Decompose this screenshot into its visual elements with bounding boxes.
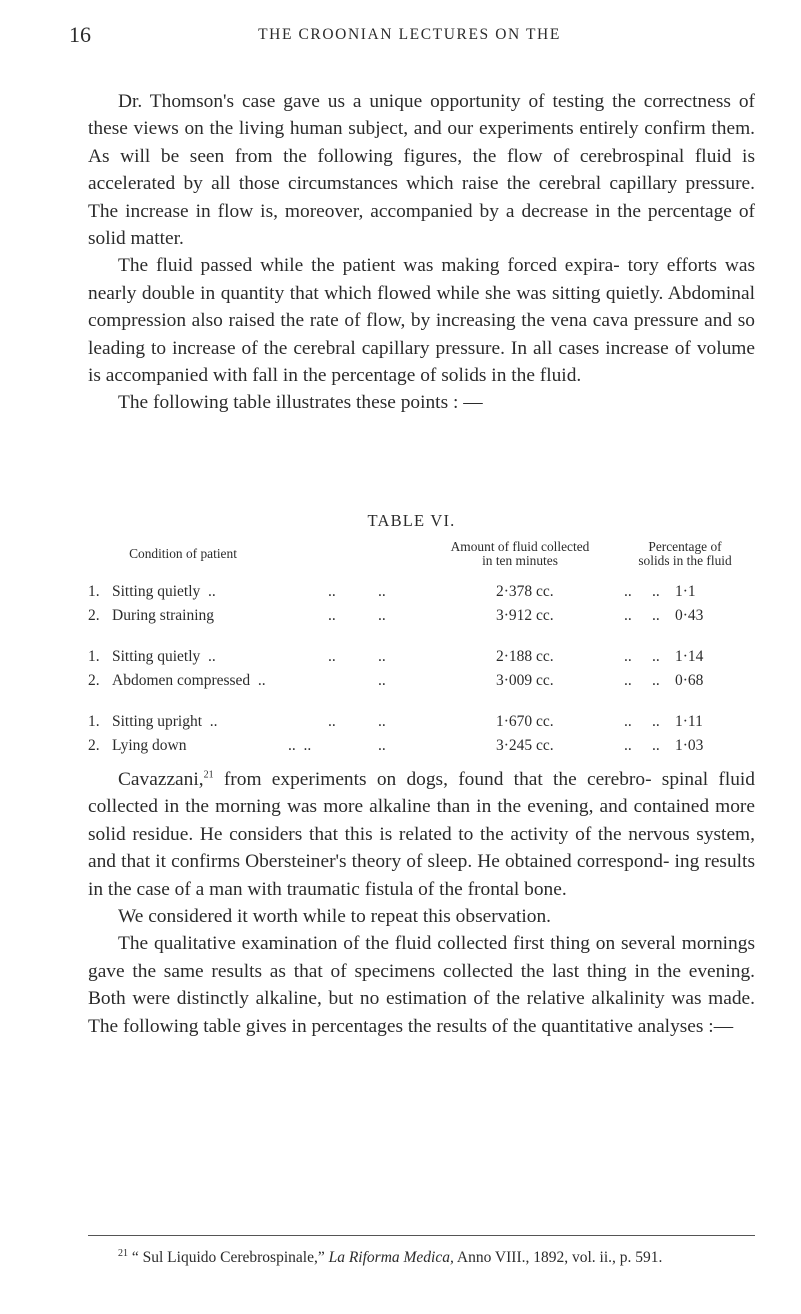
row-percentage: 1·1: [675, 583, 696, 600]
running-head: THE CROONIAN LECTURES ON THE: [258, 26, 561, 43]
row-percentage: 0·43: [675, 607, 704, 624]
leader-dots: ..: [328, 648, 336, 665]
table-title: TABLE VI.: [367, 511, 456, 530]
paragraph: [88, 766, 755, 903]
row-amount: 3·245 cc.: [496, 737, 554, 754]
leader-dots: ..: [652, 607, 660, 624]
leader-dots: ..: [624, 648, 632, 665]
leader-dots: ..: [378, 737, 386, 754]
row-amount: 3·912 cc.: [496, 607, 554, 624]
row-percentage: 0·68: [675, 672, 704, 689]
row-number: 2.: [88, 672, 100, 689]
row-amount: 3·009 cc.: [496, 672, 554, 689]
footnote: [88, 1247, 755, 1268]
page-number: 16: [69, 22, 91, 47]
leader-dots: ..: [328, 607, 336, 624]
footnote-divider: [88, 1235, 755, 1236]
table-row: [88, 648, 768, 670]
leader-dots: ..: [652, 713, 660, 730]
footnote-citation: “ Sul Liquido Cerebrospinale,”: [128, 1249, 329, 1266]
paragraph: The qualitative examination of the fluid collected first thing on several mornings gave the same results as that of specimens collected the last thing in the evening. Both were distinctly alkaline, but no estimation of the relative alkalinity was made. The following table gives in percentages the results of the quantitative analyses :—: [88, 933, 755, 1037]
row-percentage: 1·03: [675, 737, 704, 754]
table-header-percentage: [595, 540, 775, 568]
leader-dots: ..: [378, 713, 386, 730]
row-condition: Sitting quietly ..: [112, 583, 216, 600]
table-row: [88, 672, 768, 694]
paragraph: The fluid passed while the patient was making forced expira- tory efforts was nearly double in quantity that which flowed while she was sitting quietly. Abdominal compression also raised the rate of flow, by increasing the vena cava pressure and so leading to increase of the cerebral capillary pressure. In all cases increase of volume is accompanied with fall in the percentage of solids in the fluid.: [88, 255, 755, 387]
table-row: [88, 737, 768, 759]
leader-dots: .. ..: [288, 737, 312, 754]
leader-dots: ..: [378, 672, 386, 689]
paragraph: Dr. Thomson's case gave us a unique opportunity of testing the correctness of these views on the living human subject, and our experiments entirely confirm them. As will be seen from the following figures, the flow of cerebrospinal fluid is accelerated by all those circumstances which raise the cerebral capillary pressure. The increase in flow is, moreover, accompanied by a decrease in the percentage of solid matter.: [88, 91, 755, 250]
row-condition: Sitting quietly ..: [112, 648, 216, 665]
leader-dots: ..: [652, 672, 660, 689]
author-name: Cavazzani,: [118, 769, 204, 790]
paragraph: We considered it worth while to repeat this observation.: [118, 906, 551, 928]
journal-title: La Riforma Medica,: [328, 1249, 454, 1266]
body-text-top: [88, 88, 755, 417]
footnote-reference[interactable]: 21: [203, 769, 214, 781]
header-line: in ten minutes: [482, 553, 558, 568]
row-number: 1.: [88, 583, 100, 600]
footnote-text: [88, 1247, 755, 1268]
leader-dots: ..: [652, 648, 660, 665]
row-percentage: 1·11: [675, 713, 703, 730]
table-header-condition: Condition of patient: [129, 546, 237, 561]
row-percentage: 1·14: [675, 648, 704, 665]
leader-dots: ..: [624, 672, 632, 689]
leader-dots: ..: [328, 713, 336, 730]
footnote-citation-details: Anno VIII., 1892, vol. ii., p. 591.: [453, 1249, 663, 1266]
table-row: [88, 713, 768, 735]
row-amount: 2·378 cc.: [496, 583, 554, 600]
header-line: Amount of fluid collected: [450, 539, 590, 554]
row-number: 1.: [88, 713, 100, 730]
paragraph-text: from experiments on dogs, found that the cerebro- spinal fluid collected in the morning was more alkaline than in the evening, and contained more solid residue. He considers that this is related to the activity of the nervous system, and that it confirms Obersteiner's theory of sleep. He obtained correspond- ing results in the case of a man with traumatic fistula of the frontal bone.: [88, 769, 755, 900]
row-condition: During straining: [112, 607, 215, 624]
table-row: [88, 607, 768, 629]
leader-dots: ..: [624, 583, 632, 600]
row-number: 2.: [88, 737, 100, 754]
leader-dots: ..: [378, 583, 386, 600]
leader-dots: ..: [378, 607, 386, 624]
paragraph: The following table illustrates these points : —: [118, 392, 483, 414]
row-number: 1.: [88, 648, 100, 665]
leader-dots: ..: [328, 583, 336, 600]
row-condition: Lying down: [112, 737, 187, 754]
leader-dots: ..: [652, 737, 660, 754]
footnote-number: 21: [118, 1247, 128, 1259]
leader-dots: ..: [624, 713, 632, 730]
header-line: solids in the fluid: [638, 553, 732, 568]
row-number: 2.: [88, 607, 100, 624]
body-text-bottom: [88, 766, 755, 1040]
table-row: [88, 583, 768, 605]
row-condition: Abdomen compressed ..: [112, 672, 266, 689]
leader-dots: ..: [624, 607, 632, 624]
header-line: Percentage of: [648, 539, 722, 554]
row-amount: 1·670 cc.: [496, 713, 554, 730]
leader-dots: ..: [652, 583, 660, 600]
row-amount: 2·188 cc.: [496, 648, 554, 665]
leader-dots: ..: [378, 648, 386, 665]
leader-dots: ..: [624, 737, 632, 754]
row-condition: Sitting upright ..: [112, 713, 218, 730]
